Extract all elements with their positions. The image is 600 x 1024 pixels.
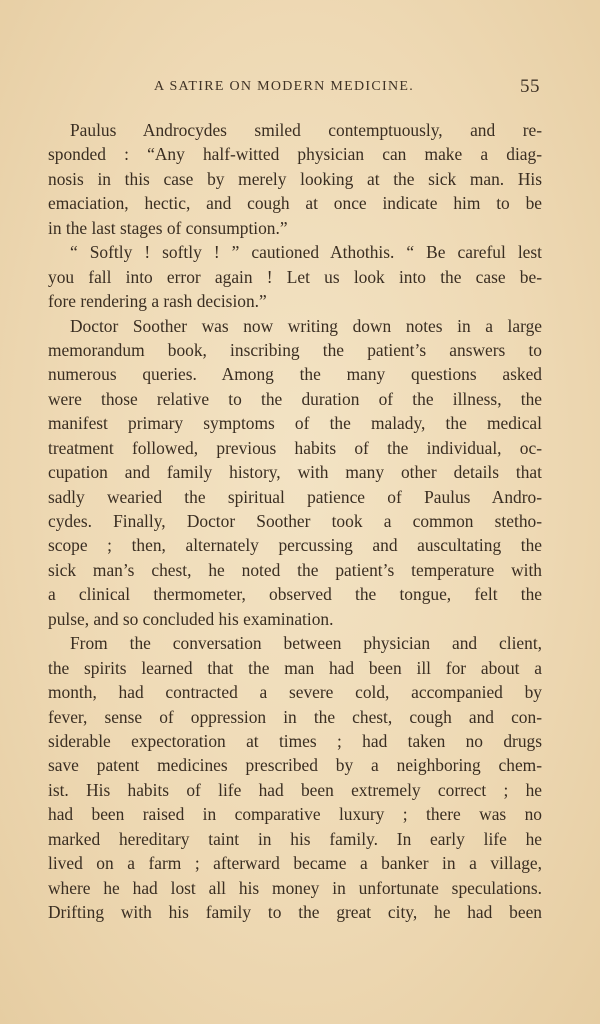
text-line: treatment followed, previous habits of the individual, oc- — [48, 437, 542, 458]
body-text — [48, 118, 542, 924]
text-line: save patent medicines prescribed by a neighboring chem- — [48, 755, 542, 776]
running-head — [48, 76, 542, 100]
text-line: a clinical thermometer, observed the tongue, felt the — [48, 584, 542, 605]
text-line: manifest primary symptoms of the malady, the medical — [48, 413, 542, 434]
text-line: Paulus Androcydes smiled contemptuously, and re- — [70, 120, 542, 140]
text-line: “ Softly ! softly ! ” cautioned Athothis. “ Be careful lest — [70, 242, 542, 263]
text-line: siderable expectoration at times ; had taken no drugs — [48, 730, 542, 751]
text-line: month, had contracted a severe cold, accompanied by — [48, 682, 542, 703]
text-line: ist. His habits of life had been extremely correct ; he — [48, 779, 542, 800]
text-line: fore rendering a rash decision.” — [48, 291, 267, 312]
text-line: the spirits learned that the man had been ill for about a — [48, 657, 542, 678]
text-line: fever, sense of oppression in the chest, cough and con- — [48, 706, 542, 727]
text-line: where he had lost all his money in unfortunate speculations. — [48, 877, 542, 898]
text-line: lived on a farm ; afterward became a banker in a village, — [48, 853, 542, 874]
text-line: cupation and family history, with many other details that — [48, 462, 542, 483]
text-line: pulse, and so concluded his examination. — [48, 608, 334, 629]
text-line: Drifting with his family to the great city, he had been — [48, 902, 542, 922]
page-number: 55 — [520, 76, 540, 97]
text-line: scope ; then, alternately percussing and auscultating the — [48, 535, 542, 556]
text-line: memorandum book, inscribing the patient’s answers to — [48, 339, 542, 360]
text-line: were those relative to the duration of the illness, the — [48, 388, 542, 409]
text-line: sponded : “Any half-witted physician can make a diag- — [48, 144, 542, 165]
text-line: sick man’s chest, he noted the patient’s temperature with — [48, 559, 542, 580]
text-line: emaciation, hectic, and cough at once indicate him to be — [48, 193, 542, 214]
text-line: nosis in this case by merely looking at the sick man. His — [48, 168, 542, 189]
text-line: From the conversation between physician and client, — [70, 633, 542, 654]
text-line: sadly wearied the spiritual patience of Paulus Andro- — [48, 486, 542, 507]
text-line: cydes. Finally, Doctor Soother took a common stetho- — [48, 511, 542, 531]
text-line: Doctor Soother was now writing down notes in a large — [70, 315, 542, 336]
running-title: A SATIRE ON MODERN MEDICINE. — [154, 79, 415, 94]
text-line: numerous queries. Among the many questions asked — [48, 364, 542, 385]
text-line: marked hereditary taint in his family. In early life he — [48, 828, 542, 849]
text-line: you fall into error again ! Let us look into the case be- — [48, 266, 542, 287]
text-line: in the last stages of consumption.” — [48, 217, 288, 238]
text-line: had been raised in comparative luxury ; there was no — [48, 804, 542, 825]
